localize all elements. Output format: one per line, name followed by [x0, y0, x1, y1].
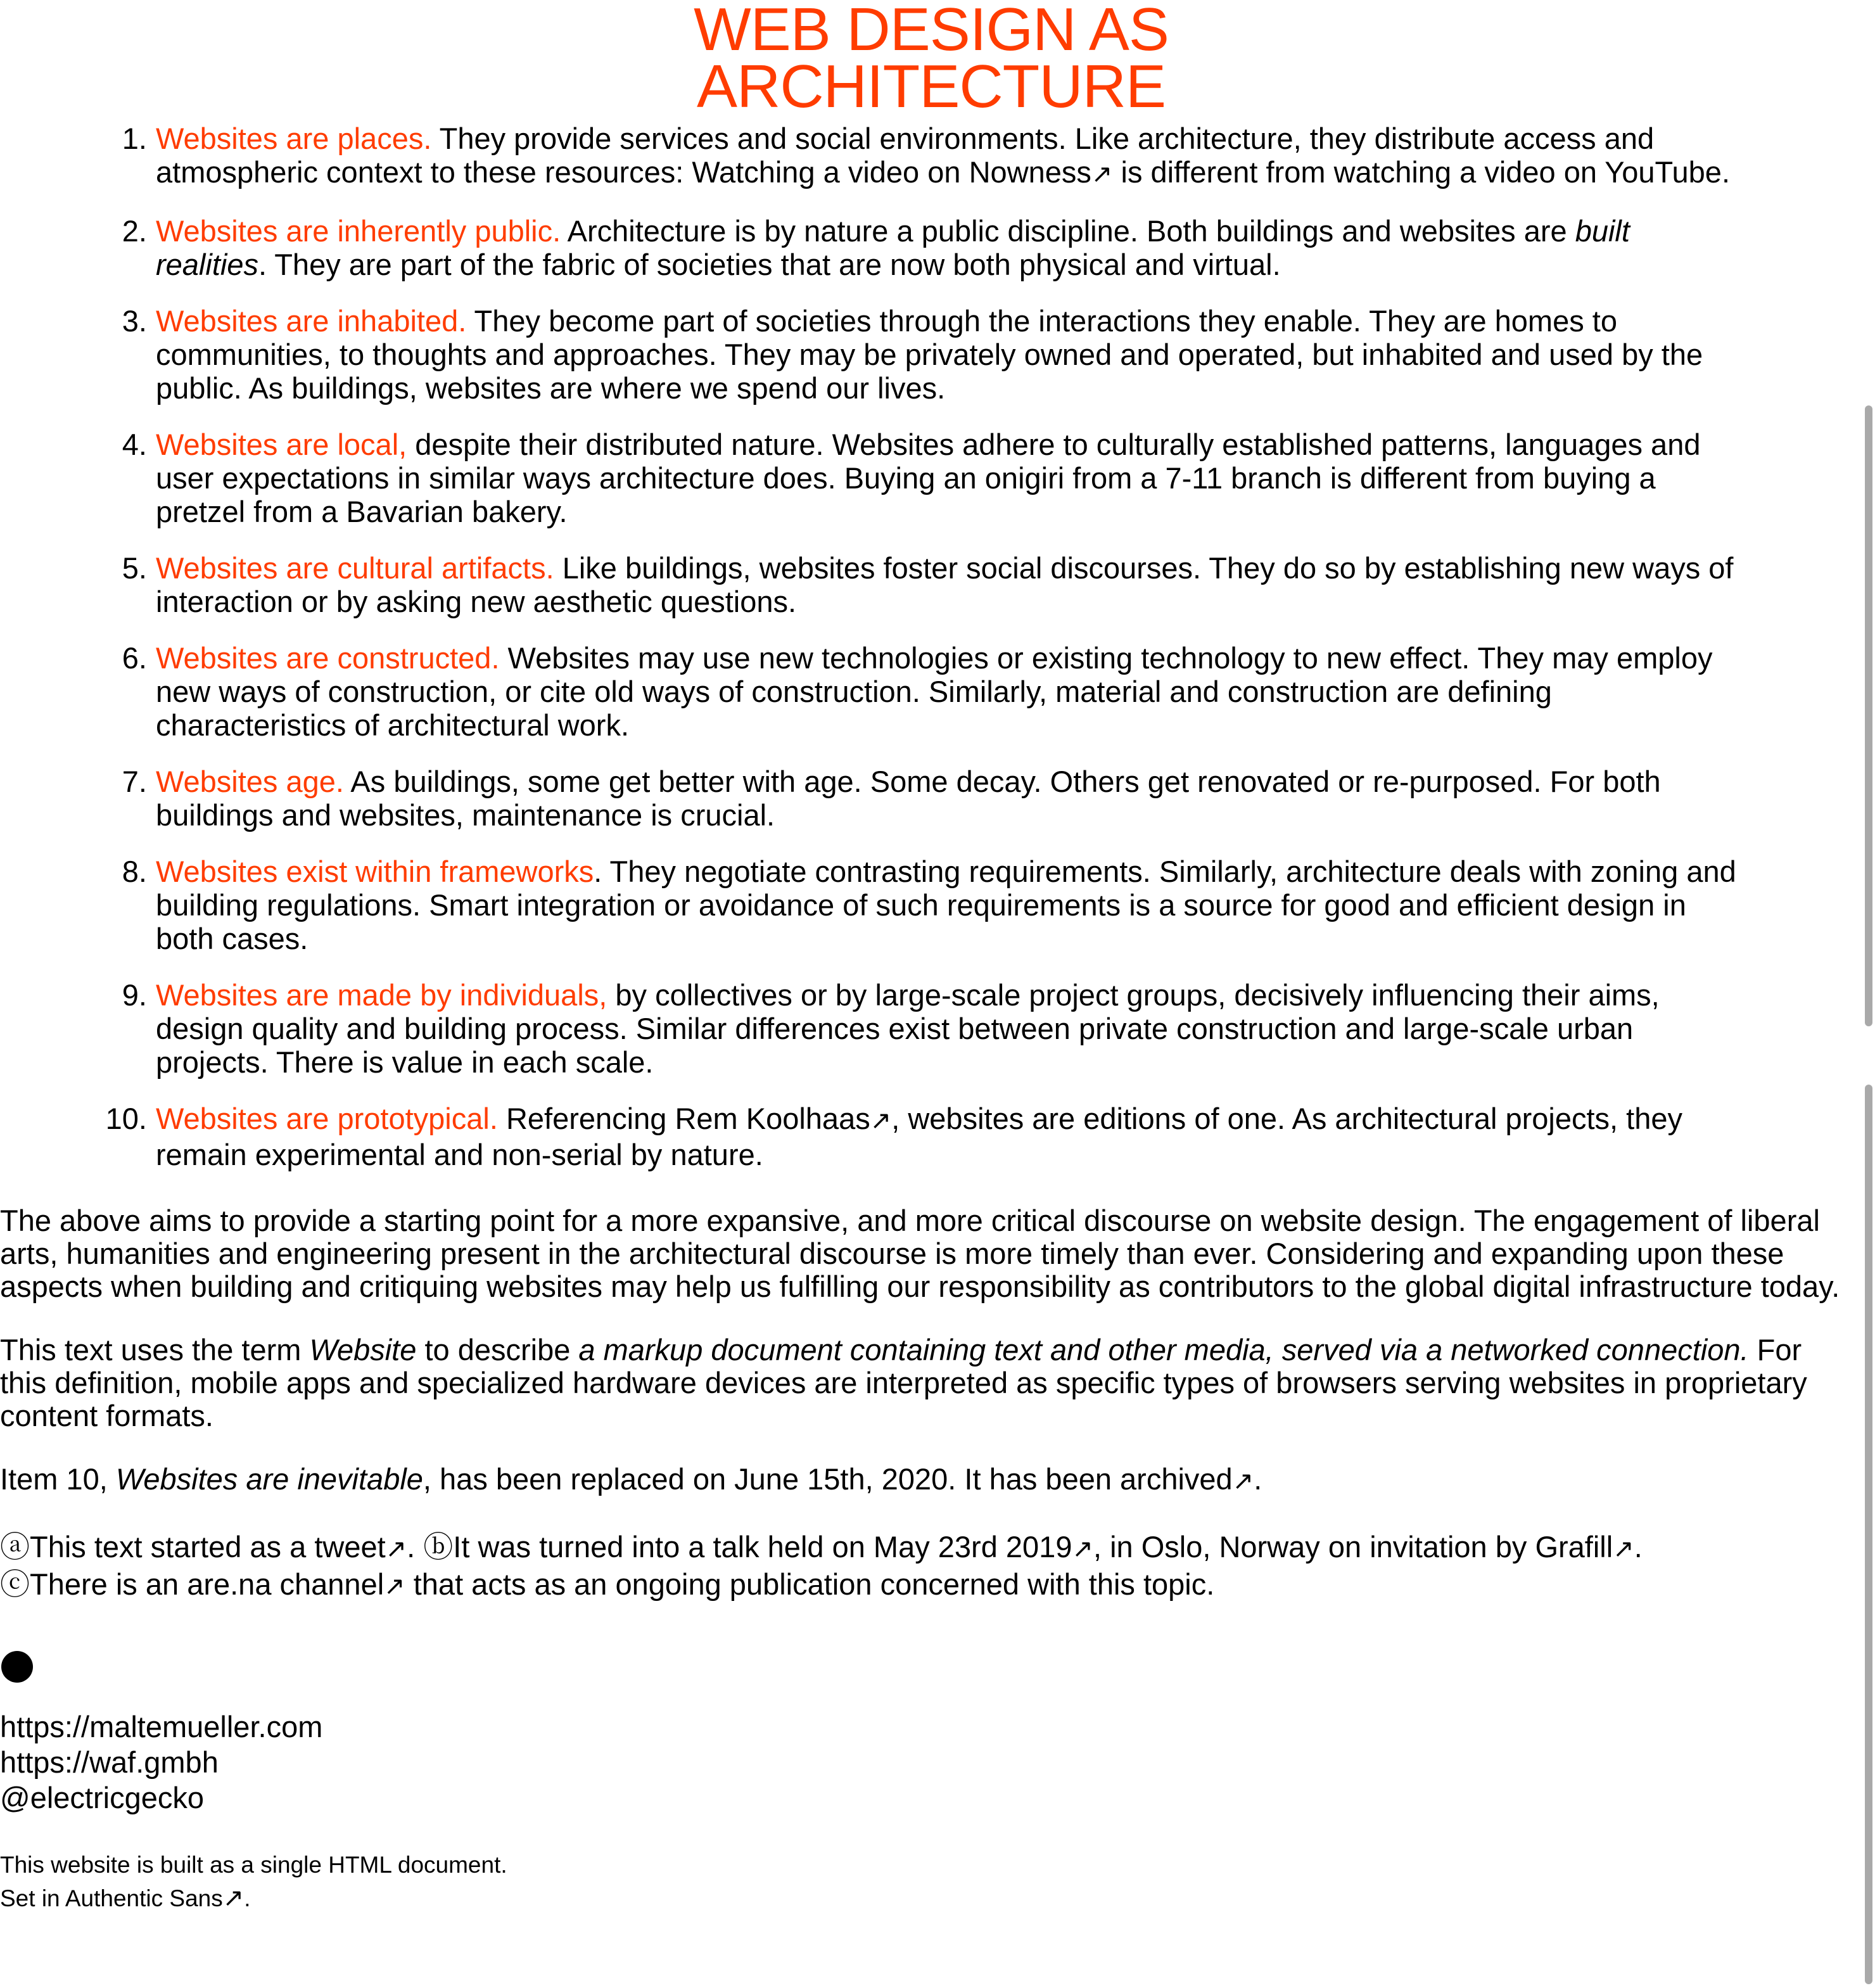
replacement-text-c: .: [1254, 1462, 1262, 1496]
list-item: [0, 1102, 1862, 1171]
list-item: [0, 122, 1862, 191]
list-item: [0, 978, 1862, 1079]
list-item: [0, 855, 1862, 955]
item-text: . They negotiate contrasting requirements. Similarly, architecture deals with zoning and building regulations. Smart integration or avoidance of such requirements is a source for good and efficient design in both cases.: [156, 855, 1736, 955]
definition-description: a markup document containing text and other media, served via a networked connection.: [578, 1333, 1749, 1367]
item-text: by collectives or by large-scale project groups, decisively influencing their aims, design quality and building process. Similar differences exist between private construction and large-scale urban projects. There is value in each scale.: [156, 978, 1660, 1079]
grafill-link-label[interactable]: Grafill: [1535, 1530, 1613, 1564]
item-number: 1.: [122, 122, 147, 155]
item-heading: Websites are inherently public.: [156, 214, 561, 248]
item-text: As buildings, some get better with age. Some decay. Others get renovated or re-purposed. For both buildings and websites, maintenance is crucial.: [156, 765, 1661, 832]
black-dot-icon: [1, 1651, 33, 1683]
item-number: 10.: [105, 1102, 147, 1135]
list-item: [0, 551, 1862, 618]
list-item: [0, 641, 1862, 742]
item-text: despite their distributed nature. Websites adhere to culturally established patterns, languages and user expectations in similar ways architecture does. Buying an onigiri from a 7-11 branch is different from buying a pretzel from a Bavarian bakery.: [156, 428, 1701, 528]
item-number: 4.: [122, 428, 147, 461]
item-heading: Websites are prototypical.: [156, 1102, 498, 1135]
external-link-icon[interactable]: ↗: [385, 1535, 407, 1563]
page-title: [0, 0, 1862, 120]
colophon-text-a: Set in: [0, 1885, 65, 1911]
list-item: [0, 428, 1862, 528]
item-heading: Websites are constructed.: [156, 641, 500, 675]
marker-c-icon: ⓒ: [0, 1567, 30, 1601]
external-link-icon[interactable]: ↗: [1232, 1467, 1254, 1495]
item-number: 3.: [122, 304, 147, 338]
item-number: 8.: [122, 855, 147, 888]
replacement-note: [0, 1463, 1862, 1498]
colophon-text-b: .: [244, 1885, 251, 1911]
archived-link-label[interactable]: archived: [1120, 1462, 1233, 1496]
rem-koolhaas-link-label[interactable]: Rem Koolhaas: [675, 1102, 870, 1135]
replacement-text-a: Item 10,: [0, 1462, 116, 1496]
maltemueller-link[interactable]: https://maltemueller.com: [0, 1710, 323, 1743]
arena-channel-link[interactable]: [187, 1567, 405, 1601]
list-item: [0, 765, 1862, 832]
talk-link[interactable]: [713, 1530, 1093, 1564]
item-heading: Websites are local,: [156, 428, 407, 461]
origin-text-a: This text started as a: [30, 1530, 315, 1564]
item-heading: Websites are inhabited.: [156, 304, 467, 338]
external-link-icon[interactable]: ↗: [870, 1107, 892, 1135]
item-number: 7.: [122, 765, 147, 798]
tweet-link[interactable]: [314, 1530, 407, 1564]
item-text-2: is different from watching a video on YouTube.: [1112, 155, 1730, 189]
item-number: 2.: [122, 214, 147, 248]
list-item: [0, 304, 1862, 405]
external-link-icon[interactable]: ↗: [1072, 1535, 1093, 1563]
definition-paragraph: [0, 1334, 1862, 1432]
item-text: Websites may use new technologies or existing technology to new effect. They may employ new ways of construction, or cite old ways of construction. Similarly, material and construction are defining characteristics of architectural work.: [156, 641, 1713, 742]
item-text-2: , websites are editions of one. As architectural projects, they remain experimental and non-serial by nature.: [156, 1102, 1682, 1171]
talk-link-label[interactable]: talk held on May 23rd 2019: [713, 1530, 1072, 1564]
grafill-link[interactable]: [1535, 1530, 1634, 1564]
item-heading: Websites are made by individuals,: [156, 978, 607, 1012]
item-heading: Websites exist within frameworks: [156, 855, 594, 888]
item-number: 6.: [122, 641, 147, 675]
item-text: Architecture is by nature a public discipline. Both buildings and websites are: [561, 214, 1575, 248]
definition-term: Website: [309, 1333, 417, 1367]
origin-notes: [0, 1529, 1862, 1604]
colophon: [0, 1849, 1862, 1915]
principles-list: [0, 122, 1862, 1171]
arena-channel-link-label[interactable]: are.na channel: [187, 1567, 385, 1601]
origin-text-b: It was turned into a: [453, 1530, 713, 1564]
external-link-icon[interactable]: ↗: [384, 1572, 405, 1600]
marker-a-icon: ⓐ: [0, 1530, 30, 1564]
replacement-text-b: , has been replaced on June 15th, 2020. It has been: [423, 1462, 1121, 1496]
scrollbar-thumb[interactable]: [1865, 405, 1872, 1026]
colophon-line-2: [0, 1882, 1862, 1915]
item-text: They become part of societies through the interactions they enable. They are homes to communities, to thoughts and approaches. They may be privately owned and operated, but inhabited and used by the public. As buildings, websites are where we spend our lives.: [156, 304, 1703, 405]
item-text: They provide services and social environments. Like architecture, they distribute access and atmospheric context to these resources: Watching a video on: [156, 122, 1655, 189]
item-number: 5.: [122, 551, 147, 585]
item-number: 9.: [122, 978, 147, 1012]
definition-text-a: This text uses the term: [0, 1333, 310, 1367]
origin-text-c2: that acts as an ongoing publication concerned with this topic.: [405, 1567, 1215, 1601]
waf-link[interactable]: https://waf.gmbh: [0, 1745, 219, 1779]
item-text: Referencing: [497, 1102, 675, 1135]
external-link-icon[interactable]: ↗: [222, 1884, 245, 1912]
scrollbar[interactable]: [1862, 0, 1875, 1988]
nowness-link[interactable]: [969, 155, 1113, 189]
page-title-line-2: ARCHITECTURE: [696, 53, 1166, 120]
tweet-link-label[interactable]: tweet: [314, 1530, 386, 1564]
page-title-line-1: WEB DESIGN AS: [694, 0, 1169, 63]
twitter-handle-link[interactable]: @electricgecko: [0, 1781, 205, 1814]
origin-text-b3: .: [1634, 1530, 1643, 1564]
external-link-icon[interactable]: ↗: [1613, 1535, 1634, 1563]
origin-text-a2: .: [407, 1530, 424, 1564]
origin-text-c: There is an: [30, 1567, 188, 1601]
conclusion-paragraph: The above aims to provide a starting point for a more expansive, and more critical discourse on website design. The engagement of liberal arts, humanities and engineering present in the architectural discourse is more timely than ever. Considering and expanding upon these aspects when building and critiquing websites may help us fulfilling our responsibility as contributors to the global digital infrastructure today.: [0, 1204, 1840, 1303]
external-link-icon[interactable]: ↗: [1091, 160, 1113, 188]
rem-koolhaas-link[interactable]: [675, 1102, 891, 1135]
authentic-sans-link[interactable]: [65, 1885, 244, 1911]
scrollbar-thumb-lower[interactable]: [1865, 1085, 1872, 1984]
item-text-2: . They are part of the fabric of societies that are now both physical and virtual.: [258, 248, 1281, 281]
marker-b-icon: ⓑ: [423, 1530, 454, 1564]
item-text: Like buildings, websites foster social discourses. They do so by establishing new ways of interaction or by asking new aesthetic questions.: [156, 551, 1734, 618]
item-emphasis: built realities: [156, 214, 1630, 281]
item-heading: Websites are cultural artifacts.: [156, 551, 554, 585]
definition-text-c: For this definition, mobile apps and specialized hardware devices are interpreted as specific types of browsers serving websites in proprietary content formats.: [0, 1333, 1807, 1432]
origin-text-b2: , in Oslo, Norway on invitation by: [1093, 1530, 1535, 1564]
archived-link[interactable]: [1120, 1462, 1254, 1496]
item-heading: Websites are places.: [156, 122, 432, 155]
authentic-sans-link-label[interactable]: Authentic Sans: [65, 1885, 223, 1911]
item-heading: Websites age.: [156, 765, 344, 798]
replaced-item-title: Websites are inevitable: [115, 1462, 423, 1496]
contact-links: [0, 1709, 1862, 1816]
definition-text-b: to describe: [416, 1333, 579, 1367]
nowness-link-label[interactable]: Nowness: [969, 155, 1091, 189]
colophon-line-1: This website is built as a single HTML document.: [0, 1852, 507, 1878]
list-item: [0, 214, 1862, 281]
